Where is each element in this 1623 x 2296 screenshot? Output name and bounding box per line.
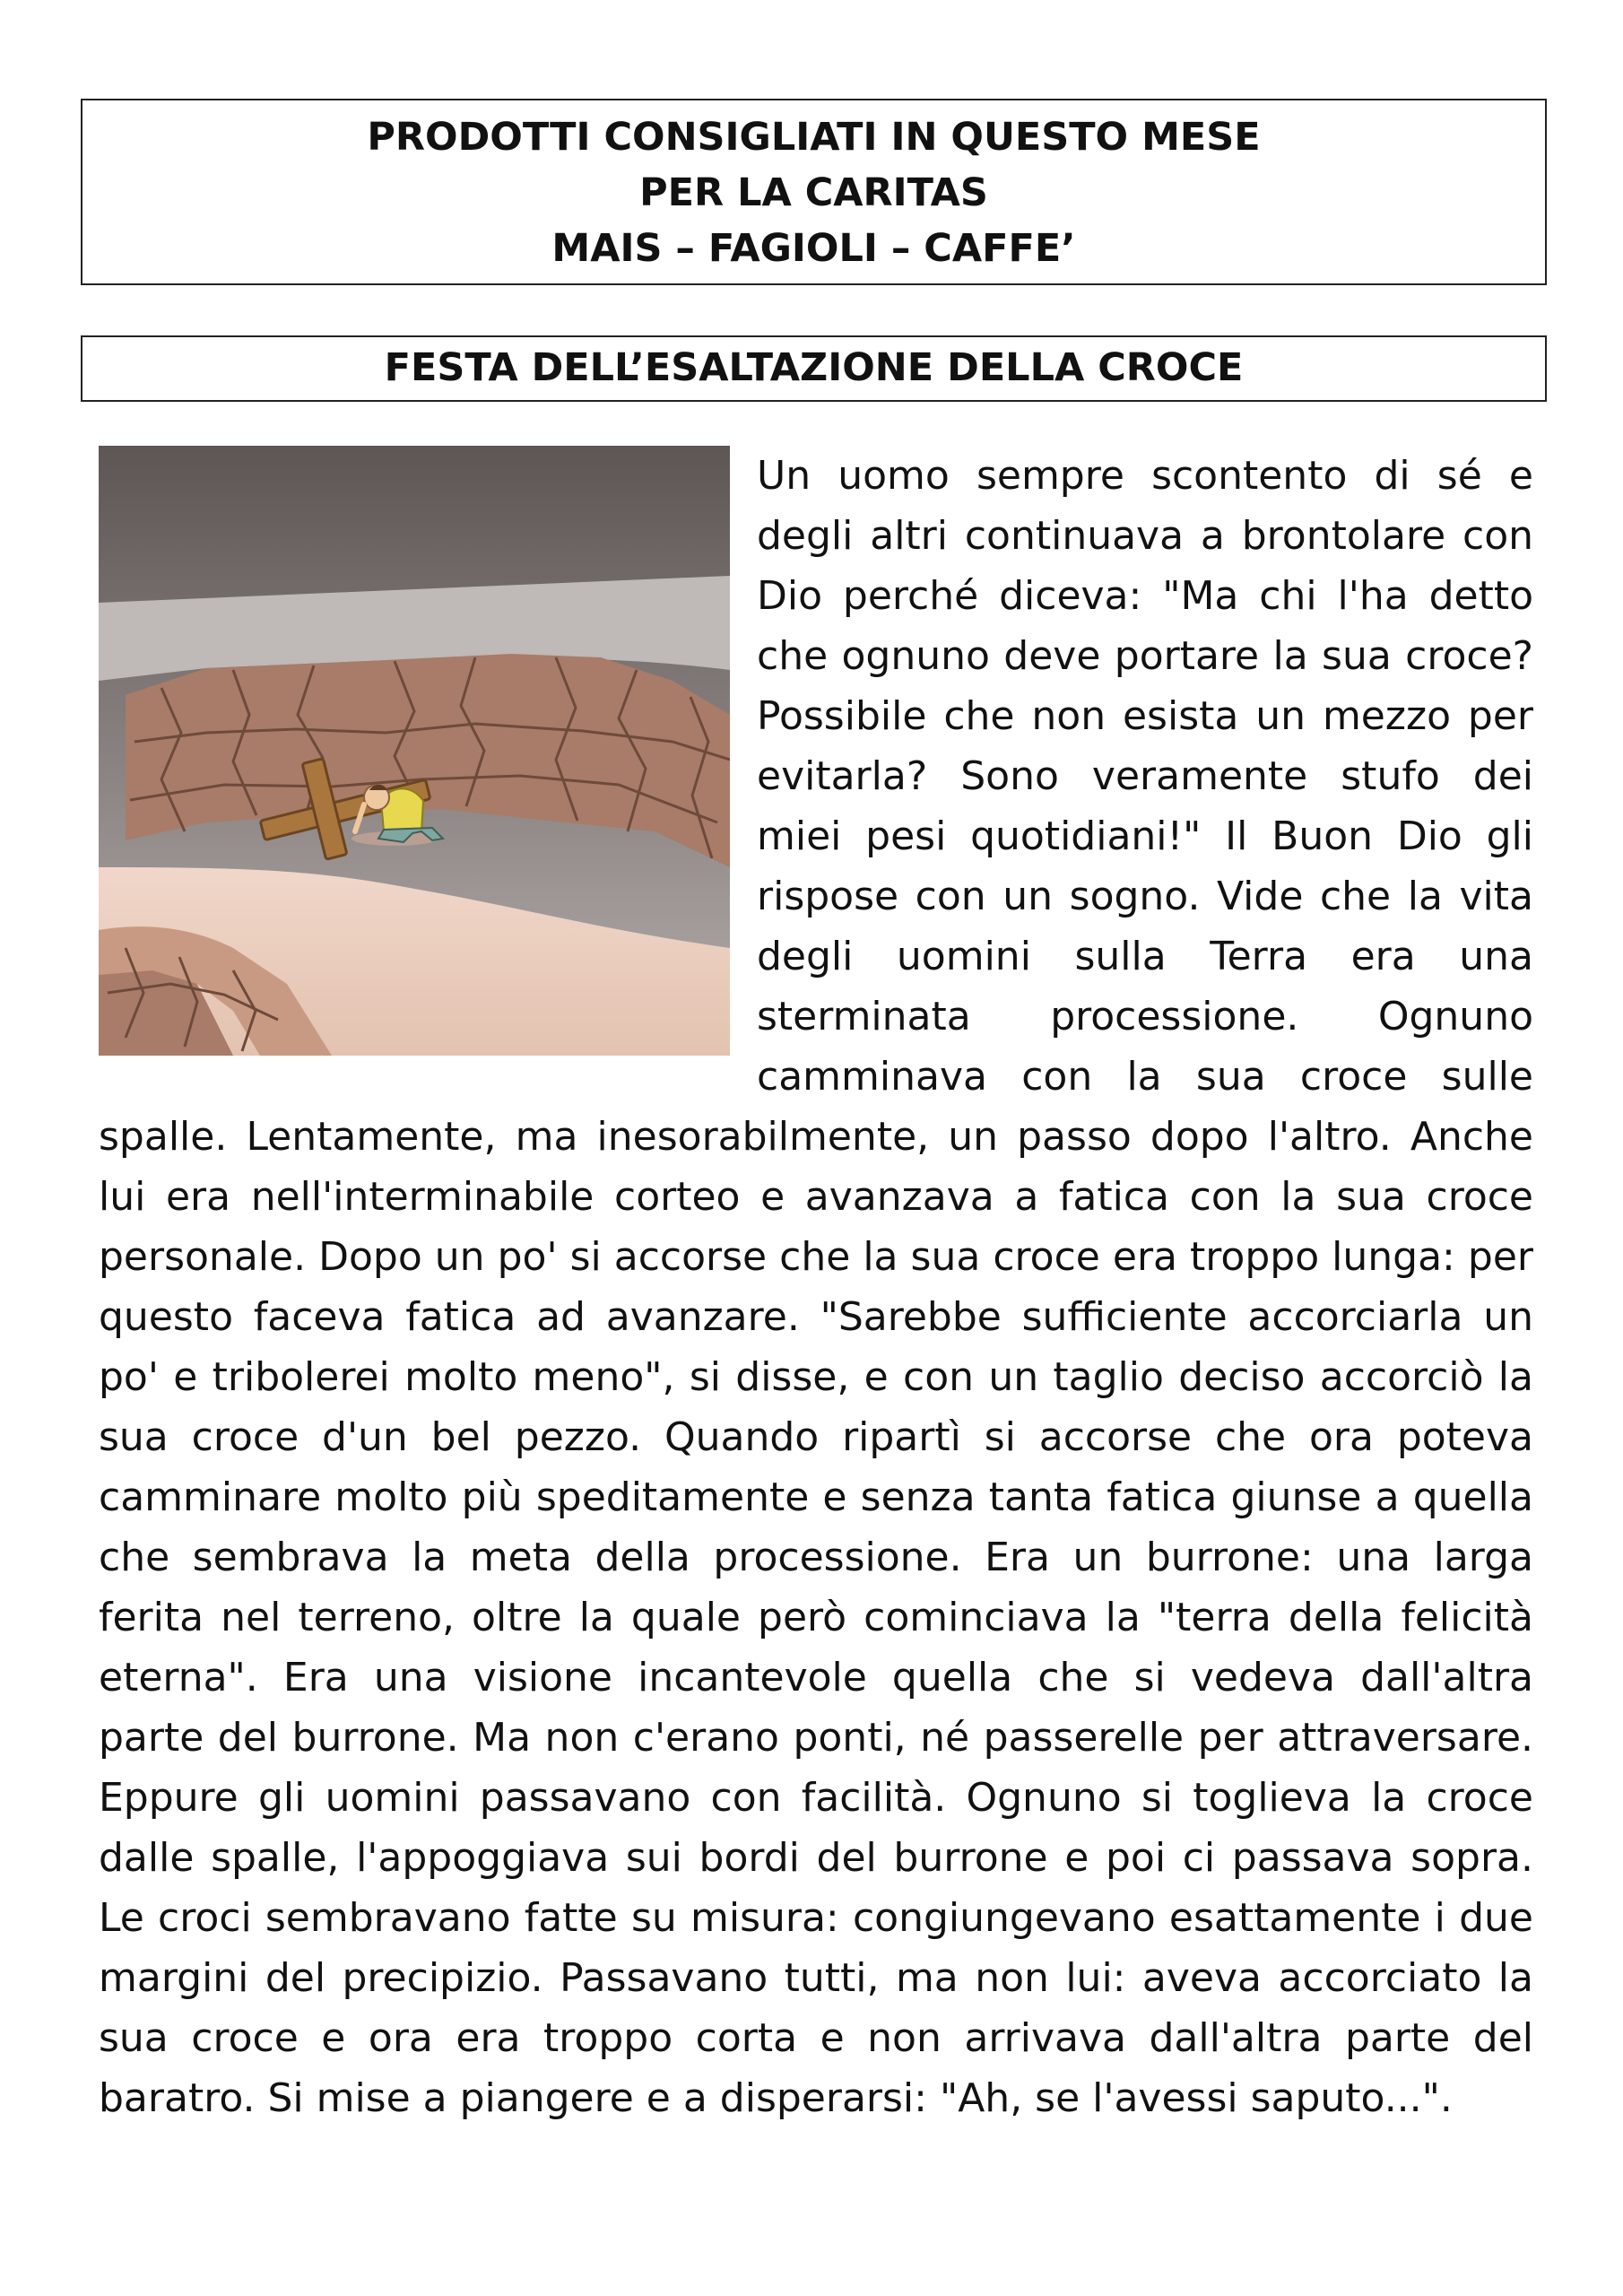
recommended-products-box: [81, 99, 1547, 285]
recommended-products-title: PRODOTTI CONSIGLIATI IN QUESTO MESE: [367, 115, 1261, 160]
man-kneeling-with-cross-illustration: [99, 446, 730, 1056]
article-body: [99, 446, 1533, 2128]
products-list: MAIS – FAGIOLI – CAFFE’: [551, 226, 1076, 271]
caritas-subtitle: PER LA CARITAS: [639, 170, 988, 215]
section-title: FESTA DELL’ESALTAZIONE DELLA CROCE: [384, 345, 1244, 390]
article-text: Un uomo sempre scontento di sé e degli altri continuava a brontolare con Dio perché diceva: "Ma chi l'ha detto che ognuno deve portare la sua croce? Possibile che non esista un mezzo per evitarla? Sono veramente stufo dei miei pesi quotidiani!" Il Buon Dio gli rispose con un sogno. Vide che la vita degli uomini sulla Terra era una sterminata processione. Ognuno camminava con la sua croce sulle spalle. Lentamente, ma inesorabilmente, un passo dopo l'altro. Anche lui era nell'interminabile corteo e avanzava a fatica con la sua croce personale. Dopo un po' si accorse che la sua croce era troppo lunga: per questo faceva fatica ad avanzare. "Sarebbe sufficiente accorciarla un po' e tribolerei molto meno", si disse, e con un taglio deciso accorciò la sua croce d'un bel pezzo. Quando ripartì si accorse che ora poteva camminare molto più speditamente e senza tanta fatica giunse a quella che sembrava la meta della processione. Era un burrone: una larga ferita nel terreno, oltre la quale però cominciava la "terra della felicità eterna". Era una visione incantevole quella che si vedeva dall'altra parte del burrone. Ma non c'erano ponti, né passerelle per attraversare. Eppure gli uomini passavano con facilità. Ognuno si toglieva la croce dalle spalle, l'appoggiava sui bordi del burrone e poi ci passava sopra. Le croci sembravano fatte su misura: congiungevano esattamente i due margini del precipizio. Passavano tutti, ma non lui: aveva accorciato la sua croce e ora era troppo corta e non arrivava dall'altra parte del baratro. Si mise a piangere e a disperarsi: "Ah, se l'avessi saputo...".: [99, 453, 1533, 2121]
section-title-box: [81, 335, 1547, 402]
